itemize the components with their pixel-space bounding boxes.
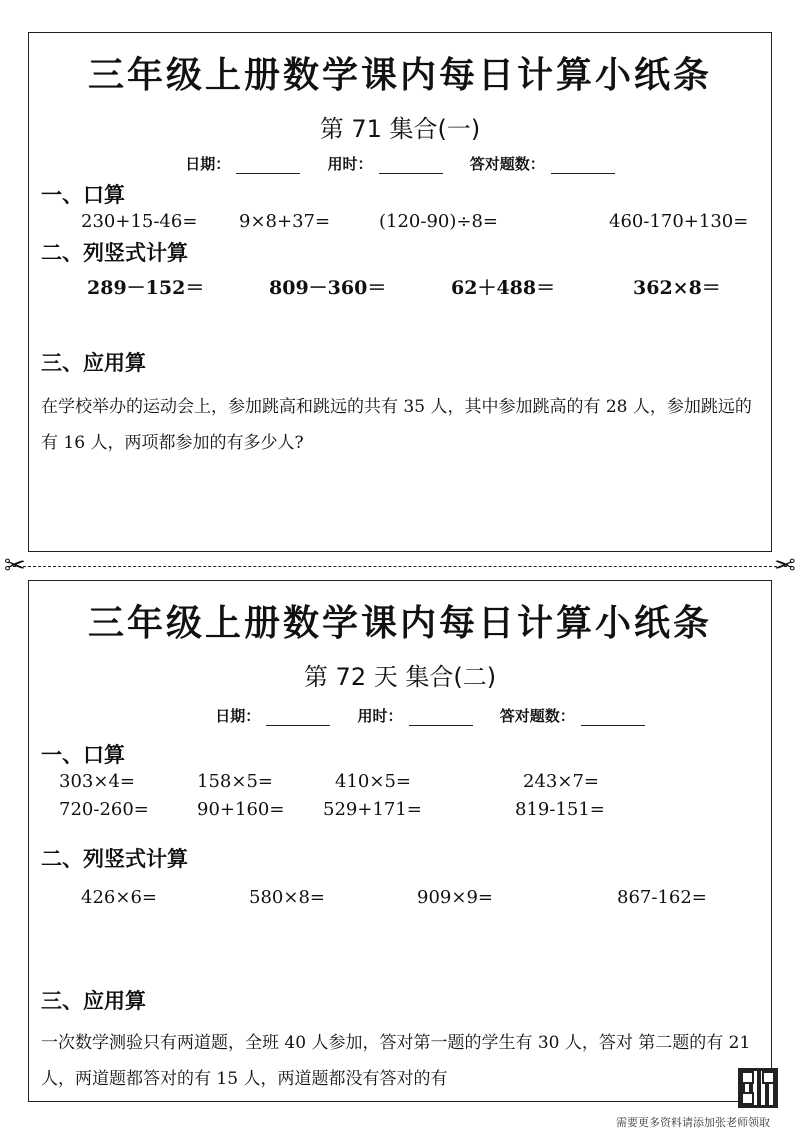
worksheet-card-72 [28, 580, 772, 1102]
date-blank [236, 159, 300, 174]
worksheet-card-71 [28, 32, 772, 552]
oral-item: 529+171= [323, 799, 422, 820]
section-oral: 一、口算 [41, 183, 125, 207]
score-blank [581, 711, 645, 726]
worksheet-subtitle: 第 71 集合(一) [319, 115, 481, 143]
time-label: 用时： [327, 155, 373, 173]
oral-item: (120-90)÷8= [379, 211, 499, 232]
date-label: 日期： [215, 707, 261, 725]
vertical-item: 362×8＝ [633, 277, 721, 299]
meta-row [29, 705, 771, 726]
score-blank [551, 159, 615, 174]
section-application: 三、应用算 [41, 351, 146, 375]
vertical-item: 62＋488＝ [451, 277, 556, 299]
section-vertical: 二、列竖式计算 [41, 847, 188, 871]
score-label: 答对题数： [469, 155, 545, 173]
vertical-item: 580×8= [249, 887, 325, 908]
qr-code-icon [738, 1068, 778, 1108]
scissors-icon: ✂ [4, 551, 26, 581]
section-oral: 一、口算 [41, 743, 125, 767]
oral-item: 90+160= [197, 799, 285, 820]
footer-note: 需要更多资料请添加张老师领取 [616, 1116, 770, 1129]
oral-item: 243×7= [523, 771, 599, 792]
score-label: 答对题数： [499, 707, 575, 725]
worksheet-title: 三年级上册数学课内每日计算小纸条 [87, 55, 712, 96]
vertical-item: 289－152＝ [87, 277, 205, 299]
date-label: 日期： [185, 155, 231, 173]
time-blank [379, 159, 443, 174]
oral-item: 303×4= [59, 771, 135, 792]
oral-item: 720-260= [59, 799, 149, 820]
oral-item: 9×8+37= [239, 211, 331, 232]
oral-item: 819-151= [515, 799, 605, 820]
section-application: 三、应用算 [41, 989, 146, 1013]
worksheet-subtitle: 第 72 天 集合(二) [303, 663, 497, 691]
time-label: 用时： [357, 707, 403, 725]
oral-item: 158×5= [197, 771, 273, 792]
time-blank [409, 711, 473, 726]
date-blank [266, 711, 330, 726]
worksheet-title: 三年级上册数学课内每日计算小纸条 [87, 603, 712, 644]
cut-line [8, 566, 792, 567]
section-vertical: 二、列竖式计算 [41, 241, 188, 265]
oral-item: 410×5= [335, 771, 411, 792]
meta-row [29, 153, 771, 174]
word-problem: 在学校举办的运动会上，参加跳高和跳远的共有 35 人，其中参加跳高的有 28 人，参加跳远的有 16 人，两项都参加的有多少人? [41, 397, 752, 453]
scissors-icon: ✂ [774, 551, 796, 581]
vertical-item: 867-162= [617, 887, 707, 908]
oral-item: 460-170+130= [609, 211, 749, 232]
vertical-item: 426×6= [81, 887, 157, 908]
oral-item: 230+15-46= [81, 211, 198, 232]
vertical-item: 809－360＝ [269, 277, 387, 299]
vertical-item: 909×9= [417, 887, 493, 908]
word-problem: 一次数学测验只有两道题，全班 40 人参加，答对第一题的学生有 30 人，答对 第二题的有 21 人，两道题都答对的有 15 人，两道题都没有答对的有 [41, 1033, 751, 1089]
